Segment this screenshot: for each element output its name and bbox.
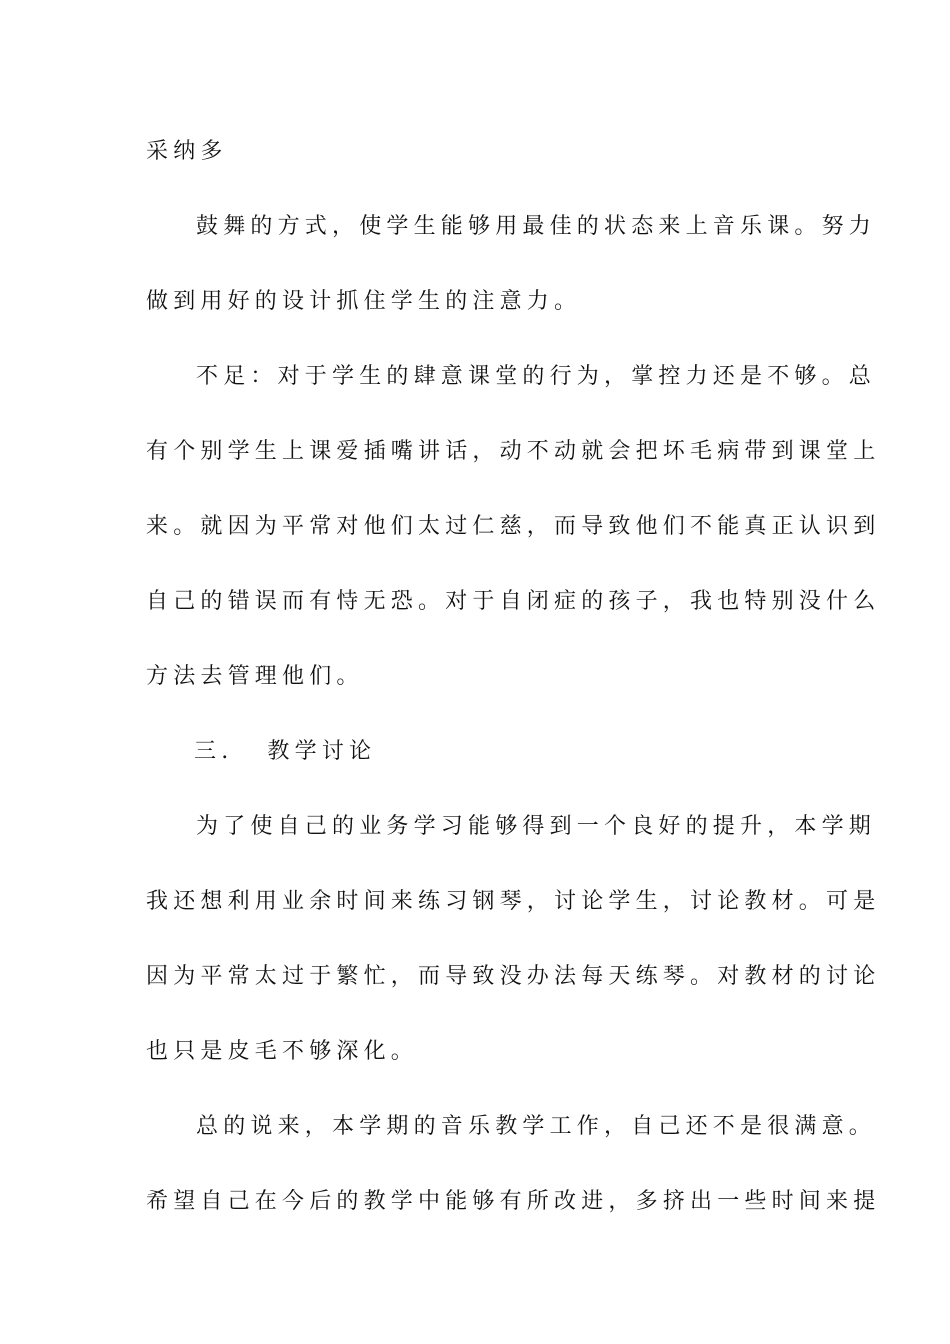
paragraph-line: 有个别学生上课爱插嘴讲话，动不动就会把坏毛病带到课堂上: [146, 439, 881, 464]
paragraph-line: 做到用好的设计抓住学生的注意力。: [146, 289, 582, 314]
paragraph-line: 因为平常太过于繁忙，而导致没办法每天练琴。对教材的讨论: [146, 964, 881, 989]
paragraph-line: 为了使自己的业务学习能够得到一个良好的提升，本学期: [196, 814, 877, 839]
section-number: 三.: [194, 739, 234, 764]
paragraph-line: 不足：对于学生的肆意课堂的行为，掌控力还是不够。总: [196, 364, 877, 389]
paragraph-line: 也只是皮毛不够深化。: [146, 1039, 419, 1064]
paragraph-line: 来。就因为平常对他们太过仁慈，而导致他们不能真正认识到: [146, 514, 881, 539]
paragraph-line: 鼓舞的方式，使学生能够用最佳的状态来上音乐课。努力: [196, 214, 877, 239]
paragraph-line: 自己的错误而有恃无恐。对于自闭症的孩子，我也特别没什么: [146, 589, 881, 614]
paragraph-line: 方法去管理他们。: [146, 664, 364, 689]
section-heading: [194, 737, 376, 767]
paragraph-line: 总的说来，本学期的音乐教学工作，自己还不是很满意。: [196, 1114, 877, 1139]
paragraph-line: 采纳多: [146, 139, 228, 164]
paragraph-line: 我还想利用业余时间来练习钢琴，讨论学生，讨论教材。可是: [146, 889, 881, 914]
paragraph-line: 希望自己在今后的教学中能够有所改进，多挤出一些时间来提: [146, 1189, 881, 1214]
section-title: 教学讨论: [267, 739, 377, 764]
